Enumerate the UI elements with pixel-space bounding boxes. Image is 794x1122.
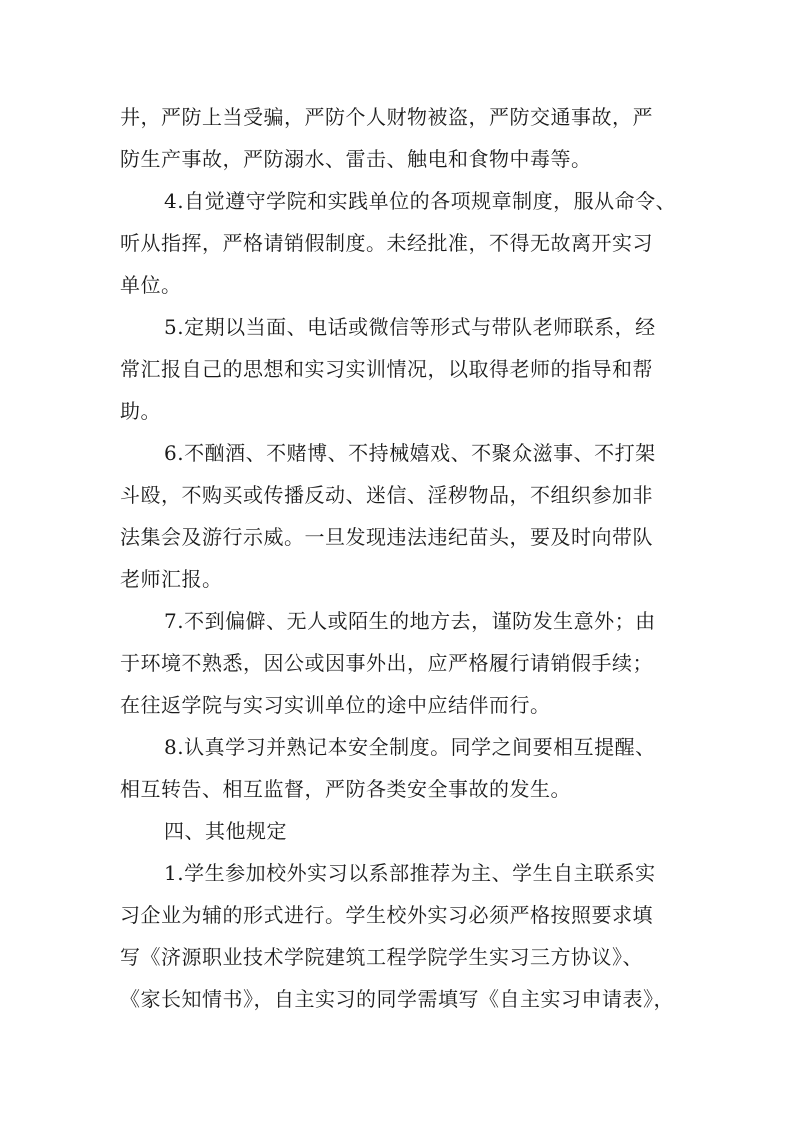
text-line: 8.认真学习并熟记本安全制度。同学之间要相互提醒、: [164, 735, 656, 759]
text-line: 写《济源职业技术学院建筑工程学院学生实习三方协议》、: [120, 945, 643, 969]
text-line: 井，严防上当受骗，严防个人财物被盗，严防交通事故，严: [120, 105, 653, 129]
text-line: 助。: [120, 399, 161, 423]
section-heading: 四、其他规定: [164, 819, 287, 843]
text-line: 常汇报自己的思想和实习实训情况，以取得老师的指导和帮: [120, 357, 653, 381]
text-line: 老师汇报。: [120, 567, 223, 591]
document-body: [120, 96, 680, 1020]
text-line: 听从指挥，严格请销假制度。未经批准，不得无故离开实习: [120, 231, 653, 255]
text-line: 6.不酗酒、不赌博、不持械嬉戏、不聚众滋事、不打架: [164, 441, 656, 465]
text-line: 1.学生参加校外实习以系部推荐为主、学生自主联系实: [164, 861, 656, 885]
text-line: 4.自觉遵守学院和实践单位的各项规章制度，服从命令、: [164, 189, 677, 213]
text-line: 相互转告、相互监督，严防各类安全事故的发生。: [120, 777, 571, 801]
text-line: 单位。: [120, 273, 182, 297]
text-line: 法集会及游行示威。一旦发现违法违纪苗头，要及时向带队: [120, 525, 653, 549]
text-line: 习企业为辅的形式进行。学生校外实习必须严格按照要求填: [120, 903, 653, 927]
text-line: 在往返学院与实习实训单位的途中应结伴而行。: [120, 693, 551, 717]
text-line: 于环境不熟悉，因公或因事外出，应严格履行请销假手续；: [120, 651, 653, 675]
text-line: 5.定期以当面、电话或微信等形式与带队老师联系，经: [164, 315, 656, 339]
text-line: 斗殴，不购买或传播反动、迷信、淫秽物品，不组织参加非: [120, 483, 653, 507]
text-line: 《家长知情书》，自主实习的同学需填写《自主实习申请表》，: [120, 987, 674, 1011]
text-line: 防生产事故，严防溺水、雷击、触电和食物中毒等。: [120, 147, 592, 171]
text-line: 7.不到偏僻、无人或陌生的地方去，谨防发生意外；由: [164, 609, 656, 633]
